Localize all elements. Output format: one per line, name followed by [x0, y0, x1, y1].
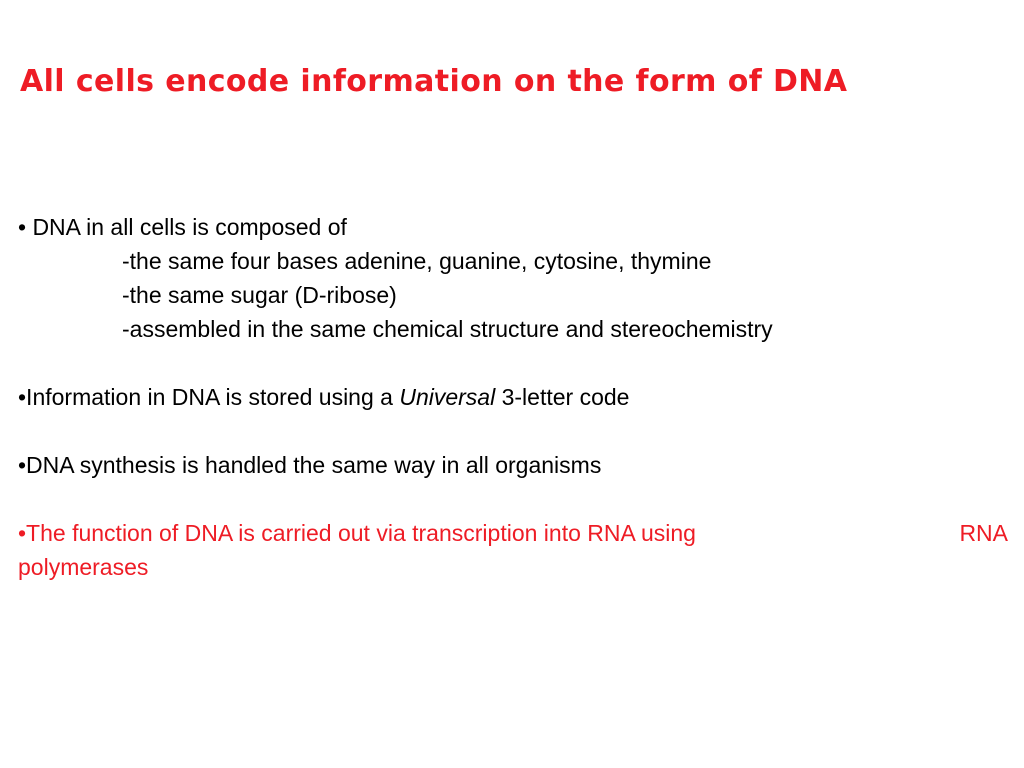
spacer [18, 414, 1008, 448]
bullet-universal-code-emphasis: Universal [399, 384, 496, 410]
bullet-universal-code-after: 3-letter code [495, 384, 630, 410]
spacer [18, 346, 1008, 380]
bullet-universal-code [18, 380, 1008, 414]
bullet-transcription-text: •The function of DNA is carried out via transcription into RNA using [18, 520, 696, 546]
slide-title: All cells encode information on the form of DNA [20, 64, 848, 99]
bullet-transcription [18, 516, 1008, 584]
spacer [18, 482, 1008, 516]
subitem-bases: -the same four bases adenine, guanine, cytosine, thymine [122, 248, 712, 274]
bullet-universal-code-before: •Information in DNA is stored using a [18, 384, 400, 410]
bullet-dna-synthesis: •DNA synthesis is handled the same way in all organisms [18, 452, 602, 478]
bullet-dna-composition: • DNA in all cells is composed of [18, 214, 347, 240]
subitem-structure: -assembled in the same chemical structure and stereochemistry [122, 316, 773, 342]
bullet-transcription-line2: polymerases [18, 554, 149, 580]
bullet-transcription-rna: RNA [959, 520, 1008, 546]
slide-body [18, 210, 1008, 584]
subitem-sugar: -the same sugar (D-ribose) [122, 282, 397, 308]
bullet-transcription-line1 [18, 516, 1008, 550]
